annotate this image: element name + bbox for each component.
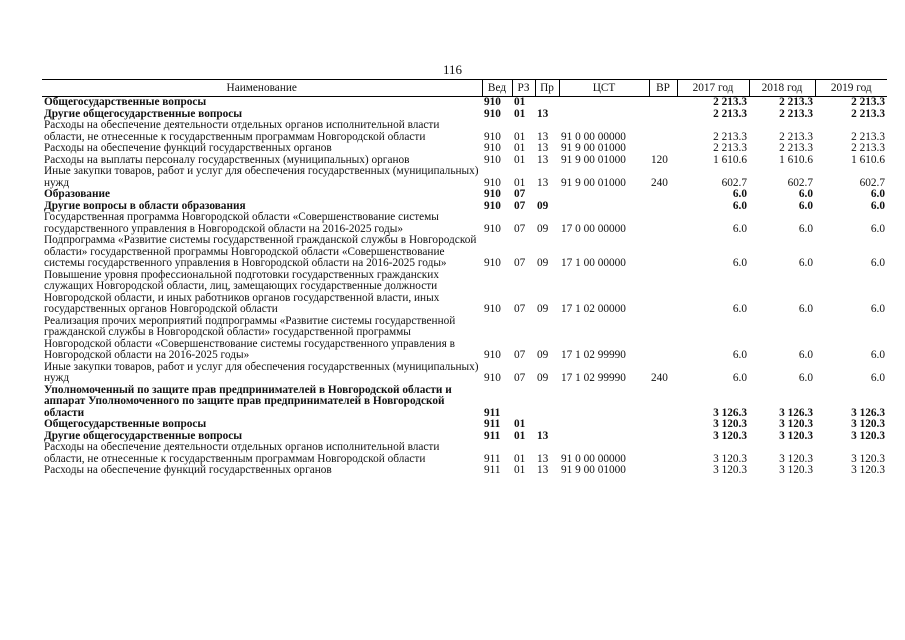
row-pr: 13 [537,153,549,166]
row-value-2019: 3 120.3 [851,418,885,430]
row-pr [535,385,559,420]
row-value-2017: 6.0 [732,188,747,200]
header-pr: Пр [535,80,559,97]
row-cst [559,189,649,201]
row-vr [649,120,677,143]
row-name: Реализация прочих мероприятий подпрограммы «Развитие системы государственной гражданской службы в Новгородской области» государственной программы Новгородской области «Совершенствование системы государственного управления в Новгородской области на 2016-2025 годы» [44,314,456,361]
table-row [42,385,887,420]
row-value-2019: 3 120.3 [851,464,885,476]
row-value-2017: 6.0 [732,372,747,384]
row-ved: 910 [484,96,501,108]
row-name: Повышение уровня профессиональной подготовки государственных гражданских служащих Новгородской области, лиц, замещающих государственные должности Новгородской области, и иных работников органов государственной власти, иных государственных органов Новгородской области [44,268,440,315]
row-name: Другие общегосударственные вопросы [44,107,243,120]
table-row [42,235,887,270]
row-name: Общегосударственные вопросы [44,418,207,430]
row-name: Государственная программа Новгородской области «Совершенствование системы государственного управления в Новгородской области на 2016-2025 годы» [44,211,439,235]
budget-table [42,79,887,477]
header-2019: 2019 год [815,80,887,97]
row-value-2017: 6.0 [732,257,747,269]
row-vr [649,212,677,235]
row-name: Расходы на обеспечение деятельности отдельных органов исполнительной власти области, не отнесенные к государственным программам Новгородской области [44,441,440,465]
table-row [42,419,887,431]
row-vr: 240 [651,372,668,384]
row-cst: 17 1 02 99990 [561,349,626,361]
row-value-2018: 6.0 [798,199,813,212]
table-row [42,143,887,155]
row-value-2017: 2 213.3 [713,142,747,154]
row-rz: 07 [514,199,526,212]
row-value-2019: 2 213.3 [851,142,885,154]
row-pr: 13 [537,107,549,120]
row-rz: 01 [514,452,526,465]
row-value-2018: 2 213.3 [779,130,813,143]
row-rz: 01 [514,418,526,430]
row-value-2018: 6.0 [798,349,813,361]
row-cst [559,431,649,443]
table-row [42,465,887,477]
row-ved: 911 [484,418,501,430]
row-ved: 910 [484,188,501,200]
row-value-2018: 6.0 [798,257,813,269]
row-vr: 240 [651,176,668,189]
row-value-2018: 3 120.3 [779,464,813,476]
row-name: Уполномоченный по защите прав предпринимателей в Новгородской области и аппарат Уполномоченного по защите прав предпринимателей в Новгородской области [44,383,452,419]
row-cst [559,109,649,121]
row-name: Иные закупки товаров, работ и услуг для обеспечения государственных (муниципальных) нужд [44,165,479,189]
row-value-2017: 6.0 [732,199,747,212]
row-value-2017: 3 126.3 [713,406,747,419]
row-value-2017: 3 120.3 [713,418,747,430]
table-row [42,97,887,109]
row-cst [559,97,649,109]
row-pr [535,419,559,431]
row-value-2018: 3 120.3 [779,418,813,430]
row-value-2017: 6.0 [732,303,747,315]
row-ved: 910 [484,349,501,361]
row-rz: 07 [514,257,526,269]
header-2018: 2018 год [749,80,815,97]
header-name: Наименование [42,80,482,97]
row-value-2018: 3 120.3 [779,429,813,442]
row-value-2017: 3 120.3 [713,464,747,476]
row-ved: 911 [484,464,501,476]
row-rz [512,385,535,420]
row-ved: 911 [484,429,501,442]
row-name: Образование [44,188,110,200]
table-row [42,362,887,385]
row-ved: 911 [484,452,501,465]
row-vr [649,143,677,155]
header-vr: ВР [649,80,677,97]
row-name: Другие вопросы в области образования [44,199,246,212]
row-pr: 13 [537,130,549,143]
row-pr: 13 [537,452,549,465]
row-name: Общегосударственные вопросы [44,96,207,108]
row-value-2019: 602.7 [859,176,885,189]
row-pr: 09 [537,372,549,384]
row-cst: 91 0 00 00000 [561,130,626,143]
row-value-2019: 6.0 [870,372,885,384]
row-pr [535,189,559,201]
row-vr [649,465,677,477]
row-pr: 13 [537,142,549,154]
row-rz: 01 [514,153,526,166]
row-cst: 91 9 00 01000 [561,142,626,154]
row-cst: 17 1 00 00000 [561,257,626,269]
row-pr: 13 [537,429,549,442]
row-cst [559,385,649,420]
row-value-2018: 6.0 [798,303,813,315]
row-value-2017: 6.0 [732,349,747,361]
row-value-2018: 6.0 [798,222,813,235]
row-pr: 13 [537,464,549,476]
row-name: Расходы на обеспечение функций государственных органов [44,142,332,154]
table-row [42,189,887,201]
table-row [42,120,887,143]
row-value-2017: 3 120.3 [713,452,747,465]
row-value-2018: 2 213.3 [779,96,813,108]
row-value-2019: 6.0 [870,349,885,361]
row-value-2017: 6.0 [732,222,747,235]
row-cst: 91 9 00 01000 [561,153,626,166]
row-vr: 120 [651,153,668,166]
row-value-2018: 2 213.3 [779,142,813,154]
row-value-2017: 2 213.3 [713,96,747,108]
row-pr: 09 [537,303,549,315]
row-pr: 09 [537,257,549,269]
row-vr [649,431,677,443]
row-name: Подпрограмма «Развитие системы государственной гражданской службы в Новгородской области» государственной программы Новгородской области «Совершенствование системы государственного управления в Новгородской области на 2016-2025 годы» [44,234,477,269]
row-value-2017: 602.7 [721,176,747,189]
row-value-2019: 6.0 [870,257,885,269]
row-rz: 01 [514,429,526,442]
row-name: Другие общегосударственные вопросы [44,429,243,442]
header-rz: РЗ [512,80,535,97]
row-vr [649,97,677,109]
row-cst [559,201,649,213]
row-cst: 17 1 02 99990 [561,372,626,384]
row-value-2019: 6.0 [870,222,885,235]
table-body [42,97,887,477]
row-name: Расходы на выплаты персоналу государственных (муниципальных) органов [44,153,410,166]
row-ved: 910 [484,303,501,315]
row-value-2018: 6.0 [798,188,813,200]
row-vr [649,201,677,213]
row-ved: 910 [484,199,501,212]
row-value-2018: 3 120.3 [779,452,813,465]
table-row [42,442,887,465]
row-value-2017: 3 120.3 [713,429,747,442]
row-value-2018: 6.0 [798,372,813,384]
row-name: Расходы на обеспечение деятельности отдельных органов исполнительной власти области, не отнесенные к государственным программам Новгородской области [44,119,440,143]
page-number: 116 [442,62,463,77]
row-value-2018: 2 213.3 [779,107,813,120]
row-value-2019: 3 120.3 [851,429,885,442]
row-rz: 07 [514,303,526,315]
row-ved: 911 [484,406,501,419]
row-value-2018: 1 610.6 [779,153,813,166]
table-row [42,270,887,316]
row-rz: 01 [514,464,526,476]
header-cst: ЦСТ [559,80,649,97]
row-value-2019: 6.0 [870,303,885,315]
row-value-2019: 2 213.3 [851,130,885,143]
row-cst: 91 0 00 00000 [561,452,626,465]
row-pr: 09 [537,199,549,212]
row-rz: 01 [514,96,526,108]
row-name: Иные закупки товаров, работ и услуг для обеспечения государственных (муниципальных) нужд [44,360,479,384]
row-value-2017: 2 213.3 [713,107,747,120]
row-value-2019: 3 126.3 [851,406,885,419]
row-rz: 07 [514,188,526,200]
row-ved: 910 [484,107,501,120]
header-row [42,80,887,97]
row-cst: 91 9 00 01000 [561,176,626,189]
row-vr [649,109,677,121]
row-vr [649,442,677,465]
row-value-2019: 3 120.3 [851,452,885,465]
row-vr [649,235,677,270]
row-ved: 910 [484,153,501,166]
row-vr [649,385,677,420]
row-ved: 910 [484,142,501,154]
row-cst: 17 0 00 00000 [561,222,626,235]
row-cst: 17 1 02 00000 [561,303,626,315]
header-2017: 2017 год [677,80,749,97]
row-vr [649,189,677,201]
row-ved: 910 [484,176,501,189]
row-value-2019: 6.0 [870,199,885,212]
row-ved: 910 [484,130,501,143]
row-ved: 910 [484,372,501,384]
row-pr: 09 [537,222,549,235]
row-value-2019: 2 213.3 [851,96,885,108]
row-pr: 13 [537,176,549,189]
row-rz: 01 [514,142,526,154]
row-rz: 07 [514,222,526,235]
row-name: Расходы на обеспечение функций государственных органов [44,464,332,476]
row-vr [649,270,677,316]
row-rz: 07 [514,372,526,384]
row-value-2018: 3 126.3 [779,406,813,419]
row-value-2017: 2 213.3 [713,130,747,143]
row-ved: 910 [484,257,501,269]
row-rz: 01 [514,176,526,189]
row-pr: 09 [537,349,549,361]
row-value-2019: 1 610.6 [851,153,885,166]
row-rz: 01 [514,130,526,143]
table-row [42,212,887,235]
row-ved: 910 [484,222,501,235]
row-value-2018: 602.7 [787,176,813,189]
row-rz: 01 [514,107,526,120]
row-cst [559,419,649,431]
row-cst: 91 9 00 01000 [561,464,626,476]
table-row [42,316,887,362]
row-vr [649,419,677,431]
header-ved: Вед [482,80,512,97]
table-row [42,166,887,189]
row-rz: 07 [514,349,526,361]
row-value-2019: 6.0 [870,188,885,200]
row-value-2019: 2 213.3 [851,107,885,120]
row-pr [535,97,559,109]
row-vr [649,316,677,362]
row-value-2017: 1 610.6 [713,153,747,166]
